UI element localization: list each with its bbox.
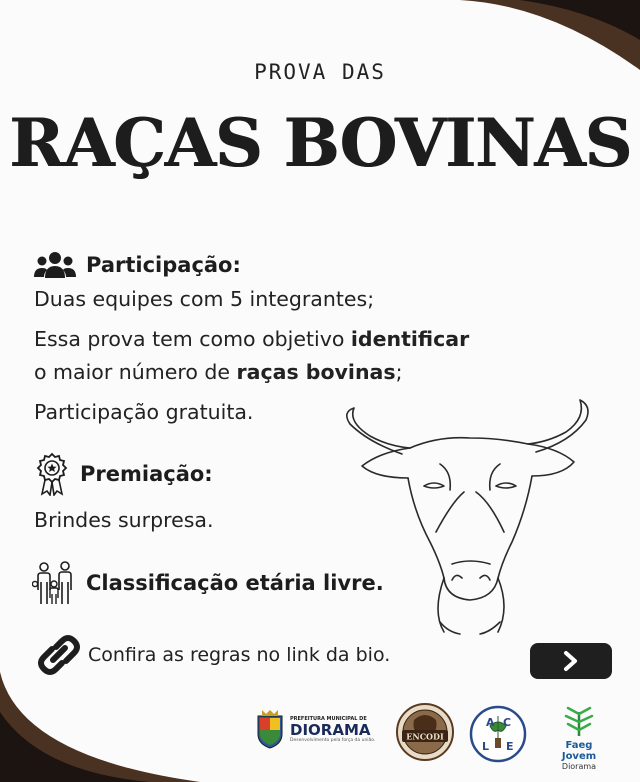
rules-link-text: Confira as regras no link da bio. (88, 644, 391, 666)
people-group-icon (34, 250, 76, 280)
diorama-logo-text (290, 716, 375, 743)
acle-letter-e: E (506, 740, 514, 753)
chevron-right-icon (562, 650, 580, 672)
bull-head-illustration (340, 382, 600, 642)
page-title: RAÇAS BOVINAS (8, 104, 632, 182)
acle-letter-c: C (503, 716, 512, 729)
diorama-coat-of-arms-logo (254, 708, 286, 750)
next-button[interactable] (530, 643, 612, 679)
diorama-tagline: Desenvolvimento pela força da união. (290, 738, 376, 743)
diorama-top-text: PREFEITURA MUNICIPAL DE (290, 716, 367, 722)
award-medal-icon (34, 452, 70, 496)
faeg-jovem-logo-text (548, 740, 610, 771)
participacao-line-4: Participação gratuita. (34, 400, 254, 424)
participacao-heading-row (34, 250, 241, 280)
classificacao-heading-row (32, 560, 384, 606)
rules-link-row[interactable] (36, 633, 390, 677)
encodi-logo-text: ENCODI (406, 731, 444, 742)
participacao-heading: Participação: (86, 253, 241, 277)
acle-logo (468, 704, 528, 764)
acle-letter-a: A (486, 716, 495, 729)
faeg-jovem-leaf-logo (564, 706, 594, 738)
participacao-line-2: Essa prova tem como objetivo identificar (34, 327, 470, 351)
classificacao-heading: Classificação etária livre. (86, 571, 384, 595)
premiacao-heading-row (34, 452, 213, 496)
participacao-line-1: Duas equipes com 5 integrantes; (34, 287, 375, 311)
kicker-text: PROVA DAS (254, 60, 386, 84)
faeg-name: Faeg Jovem (561, 740, 597, 762)
chain-link-icon (36, 633, 82, 677)
bottom-left-corner-decoration (0, 672, 200, 782)
family-icon (32, 560, 76, 606)
acle-letter-l: L (482, 740, 490, 753)
encodi-logo (394, 700, 456, 764)
premiacao-line-1: Brindes surpresa. (34, 508, 214, 532)
premiacao-heading: Premiação: (80, 462, 213, 486)
faeg-sub: Diorama (561, 762, 597, 771)
diorama-name: DIORAMA (290, 721, 371, 739)
participacao-line-3: o maior número de raças bovinas; (34, 360, 403, 384)
